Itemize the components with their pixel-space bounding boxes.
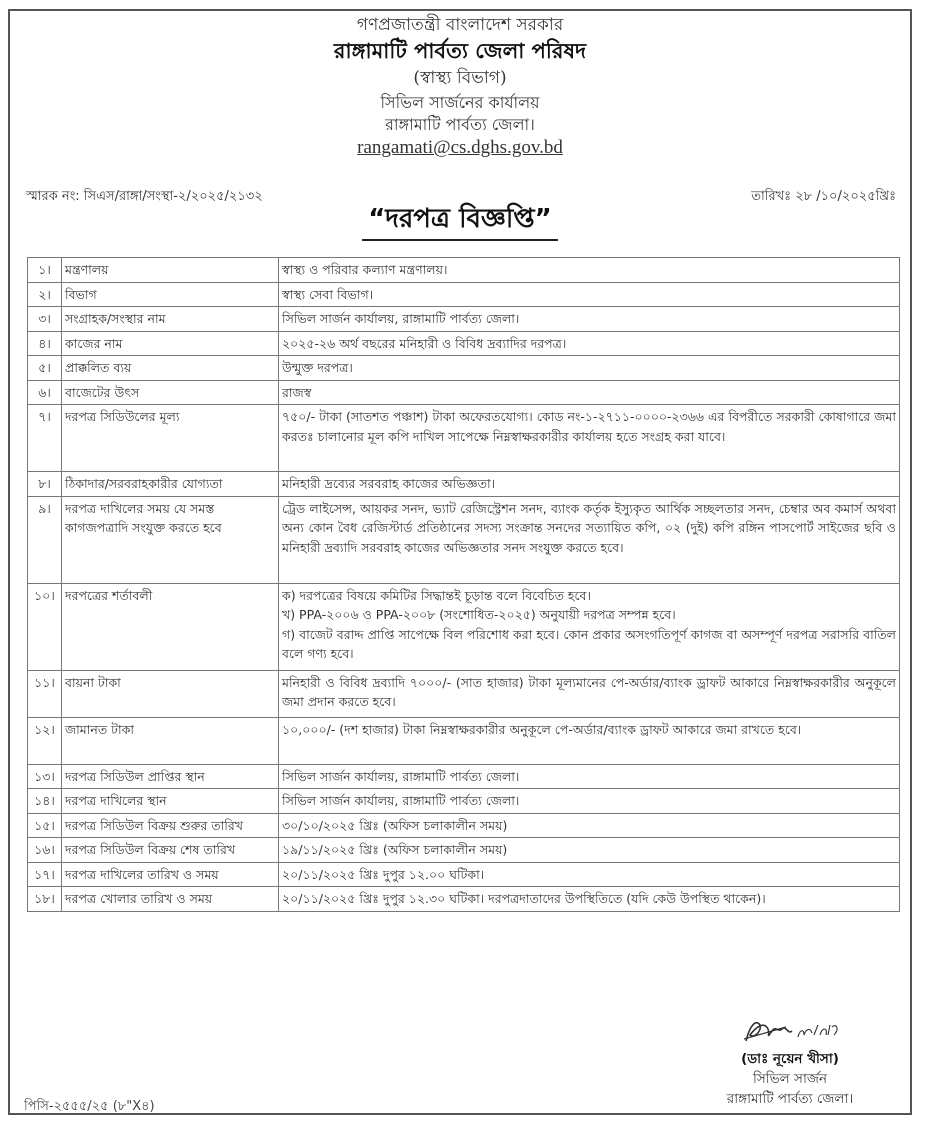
row-label: সংগ্রাহক/সংস্থার নাম [62,307,279,332]
row-label: দরপত্রের শর্তাবলী [62,583,279,670]
memo-number: স্মারক নং: সিএস/রাঙ্গা/সংস্থা-২/২০২৫/২১৩২ [26,189,263,204]
department-name: (স্বাস্থ্য বিভাগ) [413,68,507,88]
row-label: দরপত্র সিডিউল প্রাপ্তির স্থান [62,764,279,789]
row-value: ট্রেড লাইসেন্স, আয়কর সনদ, ভ্যাট রেজিস্ট্রেশন সনদ, ব্যাংক কর্তৃক ইস্যুকৃত আর্থিক সচ্ছলতার সনদ, চেম্বার অব কমার্স অথবা অন্য কোন বৈধ রেজিস্টার্ড প্রতিষ্ঠানের সদস্য সংক্রান্ত সনদের সত্যায়িত কপি, ০২ (দুই) কপি রঙ্গিন পাসপোর্ট সাইজের ছবি ও মনিহারী দ্রব্যাদি সরবরাহ কাজের অভিজ্ঞতার সনদ সংযুক্ত করতে হবে। [279,496,900,583]
row-value: স্বাস্থ্য ও পরিবার কল্যাণ মন্ত্রণালয়। [279,258,900,283]
row-value: ৭৫০/- টাকা (সাতশত পঞ্চাশ) টাকা অফেরতযোগ্য। কোড নং-১-২৭১১-০০০০-২৩৬৬ এর বিপরীতে সরকারী কোষাগারে জমা করতঃ চালানোর মূল কপি দাখিল সাপেক্ষে নিম্নস্বাক্ষরকারীর কার্যালয় হতে সংগ্রহ করা যাবে। [279,405,900,472]
signature-scribble-icon [742,1015,842,1049]
notice-title: “দরপত্র বিজ্ঞপ্তি” [362,203,558,241]
row-number: ১৫। [28,813,62,838]
row-label: জামানত টাকা [62,717,279,764]
row-number: ৪। [28,331,62,356]
row-number: ১। [28,258,62,283]
row-label: দরপত্র সিডিউল বিক্রয় শেষ তারিখ [62,838,279,863]
row-value: উন্মুক্ত দরপত্র। [279,356,900,381]
row-value: ১৯/১১/২০২৫ খ্রিঃ (অফিস চলাকালীন সময়) [279,838,900,863]
condition-item: গ) বাজেট বরাদ্দ প্রাপ্তি সাপেক্ষে বিল পরিশোধ করা হবে। কোন প্রকার অসংগতিপূর্ণ কাগজ বা অসম্পূর্ণ দরপত্র সরাসরি বাতিল বলে গণ্য হবে। [282,626,896,661]
tender-details-table [27,257,900,912]
row-label: বিভাগ [62,282,279,307]
signatory-designation: সিভিল সার্জন [752,1071,828,1087]
notice-title-wrapper [10,203,910,241]
row-label: বায়না টাকা [62,670,279,717]
row-number: ১৭। [28,862,62,887]
table-row [28,380,900,405]
row-number: ১৪। [28,789,62,814]
print-code: পিসি-২৫৫৫/২৫ (৮"X৪) [24,1099,155,1114]
row-number: ১৬। [28,838,62,863]
row-label: দরপত্র সিডিউল বিক্রয় শুরুর তারিখ [62,813,279,838]
table-row [28,862,900,887]
table-row [28,887,900,912]
document-frame [8,9,912,1115]
signatory-name: (ডাঃ নূয়েন খীসা) [741,1051,839,1067]
row-value: সিভিল সার্জন কার্যালয়, রাঙ্গামাটি পার্বত্য জেলা। [279,307,900,332]
row-number: ১৮। [28,887,62,912]
row-number: ১৩। [28,764,62,789]
row-value: ২০২৫-২৬ অর্থ বছরের মনিহারী ও বিবিধ দ্রব্যাদির দরপত্র। [279,331,900,356]
row-value: মনিহারী দ্রব্যের সরবরাহ কাজের অভিজ্ঞতা। [279,472,900,497]
row-number: ১২। [28,717,62,764]
district-name: রাঙ্গামাটি পার্বত্য জেলা। [385,115,535,134]
row-number: ৯। [28,496,62,583]
row-number: ২। [28,282,62,307]
row-value: ১০,০০০/- (দশ হাজার) টাকা নিম্নস্বাক্ষরকারীর অনুকূলে পে-অর্ডার/ব্যাংক ড্রাফট আকারে জমা রাখতে হবে। [279,717,900,764]
row-label: মন্ত্রণালয় [62,258,279,283]
table-row [28,496,900,583]
signatory-district: রাঙ্গামাটি পার্বত্য জেলা। [726,1091,854,1107]
row-value: সিভিল সার্জন কার্যালয়, রাঙ্গামাটি পার্বত্য জেলা। [279,789,900,814]
table-row [28,838,900,863]
council-name: রাঙ্গামাটি পার্বত্য জেলা পরিষদ [333,39,587,63]
table-row [28,813,900,838]
row-value: রাজস্ব [279,380,900,405]
row-number: ১০। [28,583,62,670]
row-number: ১১। [28,670,62,717]
row-number: ৭। [28,405,62,472]
table-row [28,356,900,381]
email-link[interactable]: rangamati@cs.dghs.gov.bd [357,137,563,158]
row-label: দরপত্র দাখিলের স্থান [62,789,279,814]
row-number: ৬। [28,380,62,405]
table-row [28,472,900,497]
row-label: প্রাক্কলিত ব্যয় [62,356,279,381]
row-label: বাজেটের উৎস [62,380,279,405]
table-row [28,583,900,670]
table-row [28,789,900,814]
row-value: স্বাস্থ্য সেবা বিভাগ। [279,282,900,307]
row-label: কাজের নাম [62,331,279,356]
table-row [28,307,900,332]
row-number: ৮। [28,472,62,497]
table-row [28,258,900,283]
office-name: সিভিল সার্জনের কার্যালয় [380,93,540,112]
table-row [28,764,900,789]
row-label: ঠিকাদার/সরবরাহকারীর যোগ্যতা [62,472,279,497]
row-label: দরপত্র সিডিউলের মূল্য [62,405,279,472]
table-row [28,405,900,472]
condition-item: খ) PPA-২০০৬ ও PPA-২০০৮ (সংশোধিত-২০২৫) অনুযায়ী দরপত্র সম্পন্ন হবে। [282,607,676,622]
row-number: ৫। [28,356,62,381]
row-label: দরপত্র দাখিলের সময় যে সমস্ত কাগজপত্রাদি সংযুক্ত করতে হবে [62,496,279,583]
table-row [28,670,900,717]
letterhead [10,15,910,161]
condition-item: ক) দরপত্রের বিষয়ে কমিটির সিদ্ধান্তই চূড়ান্ত বলে বিবেচিত হবে। [282,587,591,603]
row-number: ৩। [28,307,62,332]
government-name: গণপ্রজাতন্ত্রী বাংলাদেশ সরকার [356,15,564,35]
table-row [28,282,900,307]
signature-block [690,1015,890,1109]
row-value: সিভিল সার্জন কার্যালয়, রাঙ্গামাটি পার্বত্য জেলা। [279,764,900,789]
table-row [28,717,900,764]
row-value: ৩০/১০/২০২৫ খ্রিঃ (অফিস চলাকালীন সময়) [279,813,900,838]
row-value-conditions [279,583,900,670]
table-row [28,331,900,356]
row-label: দরপত্র খোলার তারিখ ও সময় [62,887,279,912]
handwritten-signature [690,1015,890,1049]
row-label: দরপত্র দাখিলের তারিখ ও সময় [62,862,279,887]
issue-date: তারিখঃ ২৮ /১০/২০২৫খ্রিঃ [751,189,896,204]
row-value: মনিহারী ও বিবিধ দ্রব্যাদি ৭০০০/- (সাত হাজার) টাকা মূল্যমানের পে-অর্ডার/ব্যাংক ড্রাফট আকারে নিম্নস্বাক্ষরকারীর অনুকূলে জমা প্রদান করতে হবে। [279,670,900,717]
row-value: ২০/১১/২০২৫ খ্রিঃ দুপুর ১২.০০ ঘটিকা। [279,862,900,887]
row-value: ২০/১১/২০২৫ খ্রিঃ দুপুর ১২.৩০ ঘটিকা। দরপত্রদাতাদের উপস্থিতিতে (যদি কেউ উপস্থিত থাকেন)। [279,887,900,912]
